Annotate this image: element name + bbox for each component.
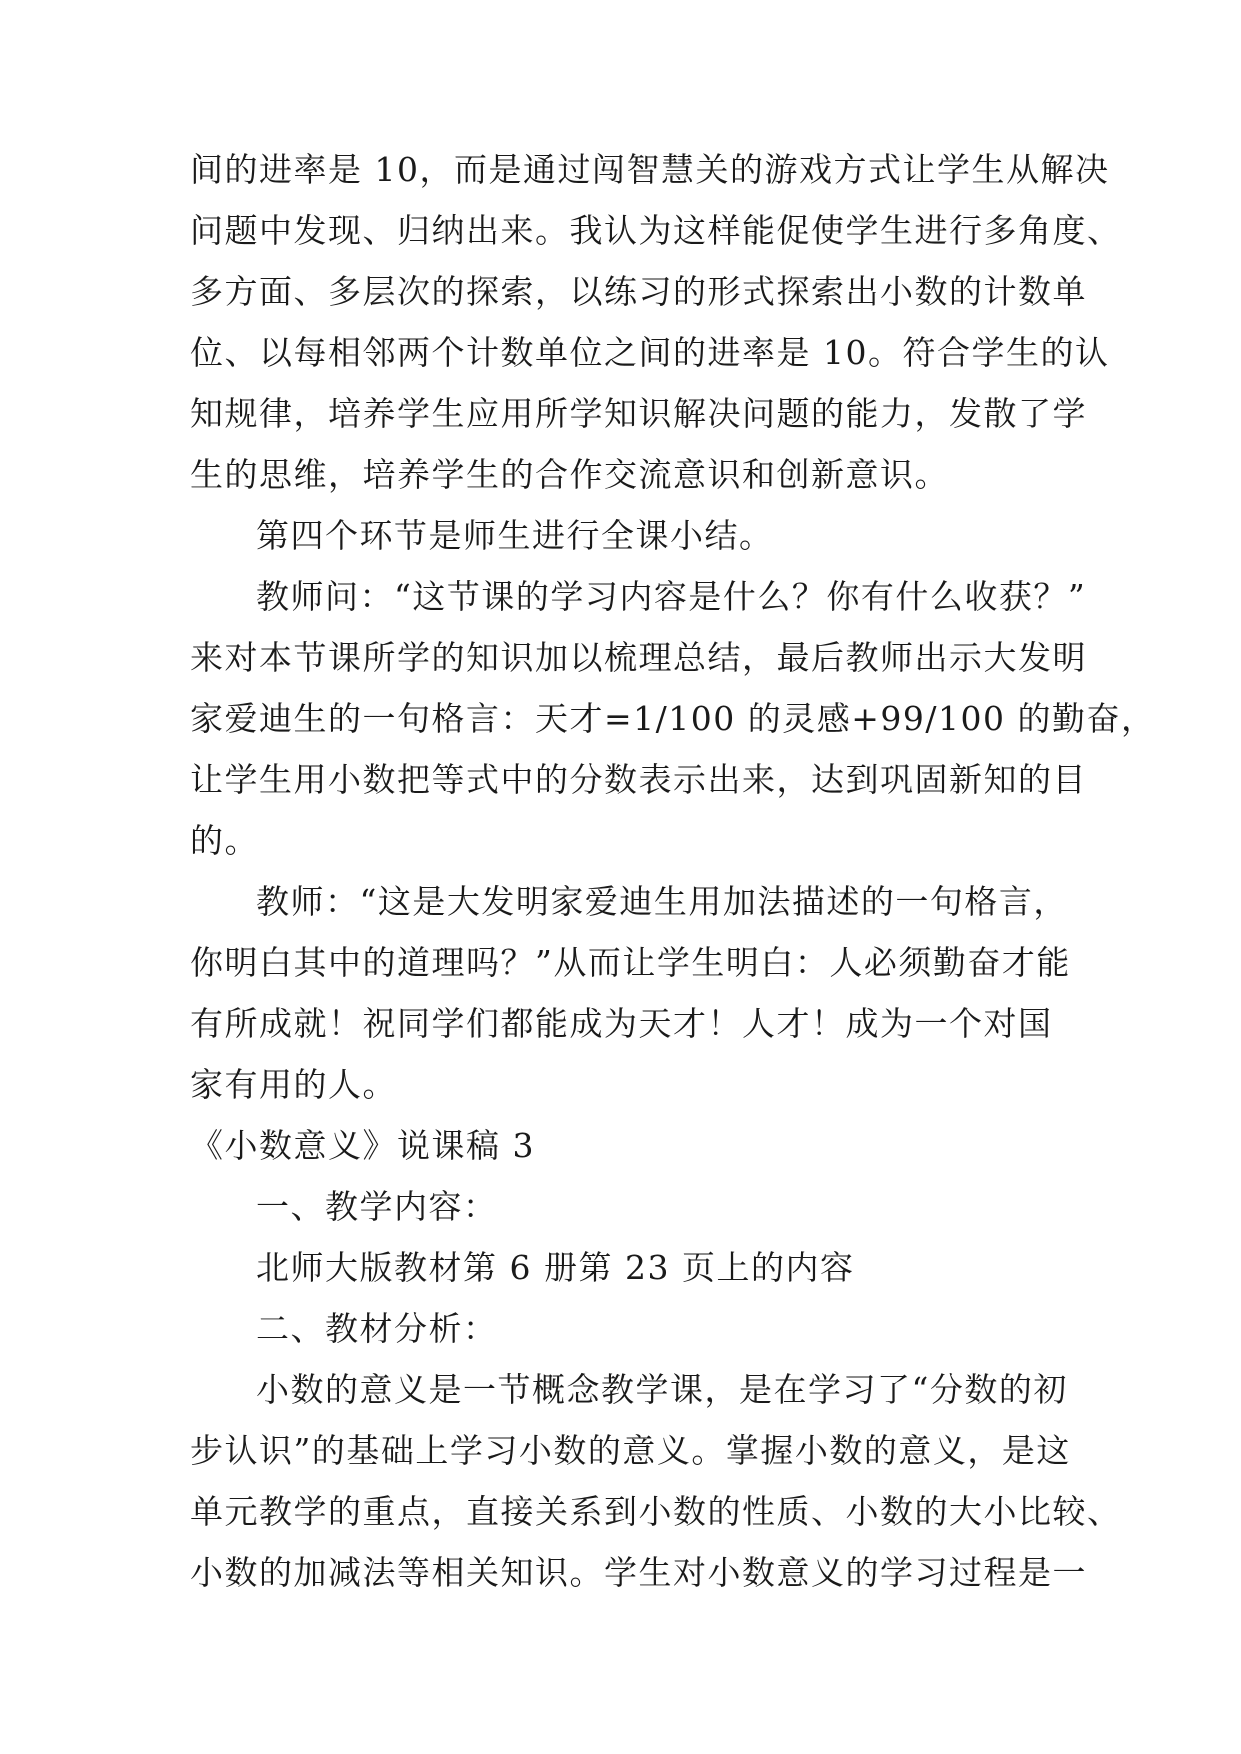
paragraph-start: 北师大版教材第 6 册第 23 页上的内容 <box>256 1248 855 1287</box>
paragraph-start: 第四个环节是师生进行全课小结。 <box>256 516 774 555</box>
text-line: 小数的加减法等相关知识。学生对小数意义的学习过程是一 <box>190 1553 1087 1592</box>
text-line: 有所成就！祝同学们都能成为天才！人才！成为一个对国 <box>190 1004 1053 1043</box>
text-line: 家爱迪生的一句格言：天才=1/100 的灵感+99/100 的勤奋， <box>190 699 1156 738</box>
text-line: 单元教学的重点，直接关系到小数的性质、小数的大小比较、 <box>190 1492 1122 1531</box>
text-line: 位、以每相邻两个计数单位之间的进率是 10。符合学生的认 <box>190 333 1110 372</box>
text-line: 让学生用小数把等式中的分数表示出来，达到巩固新知的目 <box>190 760 1087 799</box>
text-line: 家有用的人。 <box>190 1065 397 1104</box>
text-line: 生的思维，培养学生的合作交流意识和创新意识。 <box>190 455 949 494</box>
text-line: 你明白其中的道理吗？”从而让学生明白：人必须勤奋才能 <box>190 943 1071 982</box>
subheading: 一、教学内容： <box>256 1187 498 1226</box>
subheading: 二、教材分析： <box>256 1309 498 1348</box>
text-line: 步认识”的基础上学习小数的意义。掌握小数的意义，是这 <box>190 1431 1071 1470</box>
text-line: 间的进率是 10，而是通过闯智慧关的游戏方式让学生从解决 <box>190 150 1110 189</box>
paragraph-start: 小数的意义是一节概念教学课，是在学习了“分数的初 <box>256 1370 1068 1409</box>
paragraph-start: 教师：“这是大发明家爱迪生用加法描述的一句格言， <box>256 882 1068 921</box>
section-heading: 《小数意义》说课稿 3 <box>190 1126 535 1165</box>
text-line: 问题中发现、归纳出来。我认为这样能促使学生进行多角度、 <box>190 211 1122 250</box>
text-line: 知规律，培养学生应用所学知识解决问题的能力，发散了学 <box>190 394 1087 433</box>
paragraph-start: 教师问：“这节课的学习内容是什么？你有什么收获？” <box>256 577 1087 616</box>
text-line: 来对本节课所学的知识加以梳理总结，最后教师出示大发明 <box>190 638 1087 677</box>
text-line: 的。 <box>190 821 259 860</box>
text-line: 多方面、多层次的探索，以练习的形式探索出小数的计数单 <box>190 272 1087 311</box>
